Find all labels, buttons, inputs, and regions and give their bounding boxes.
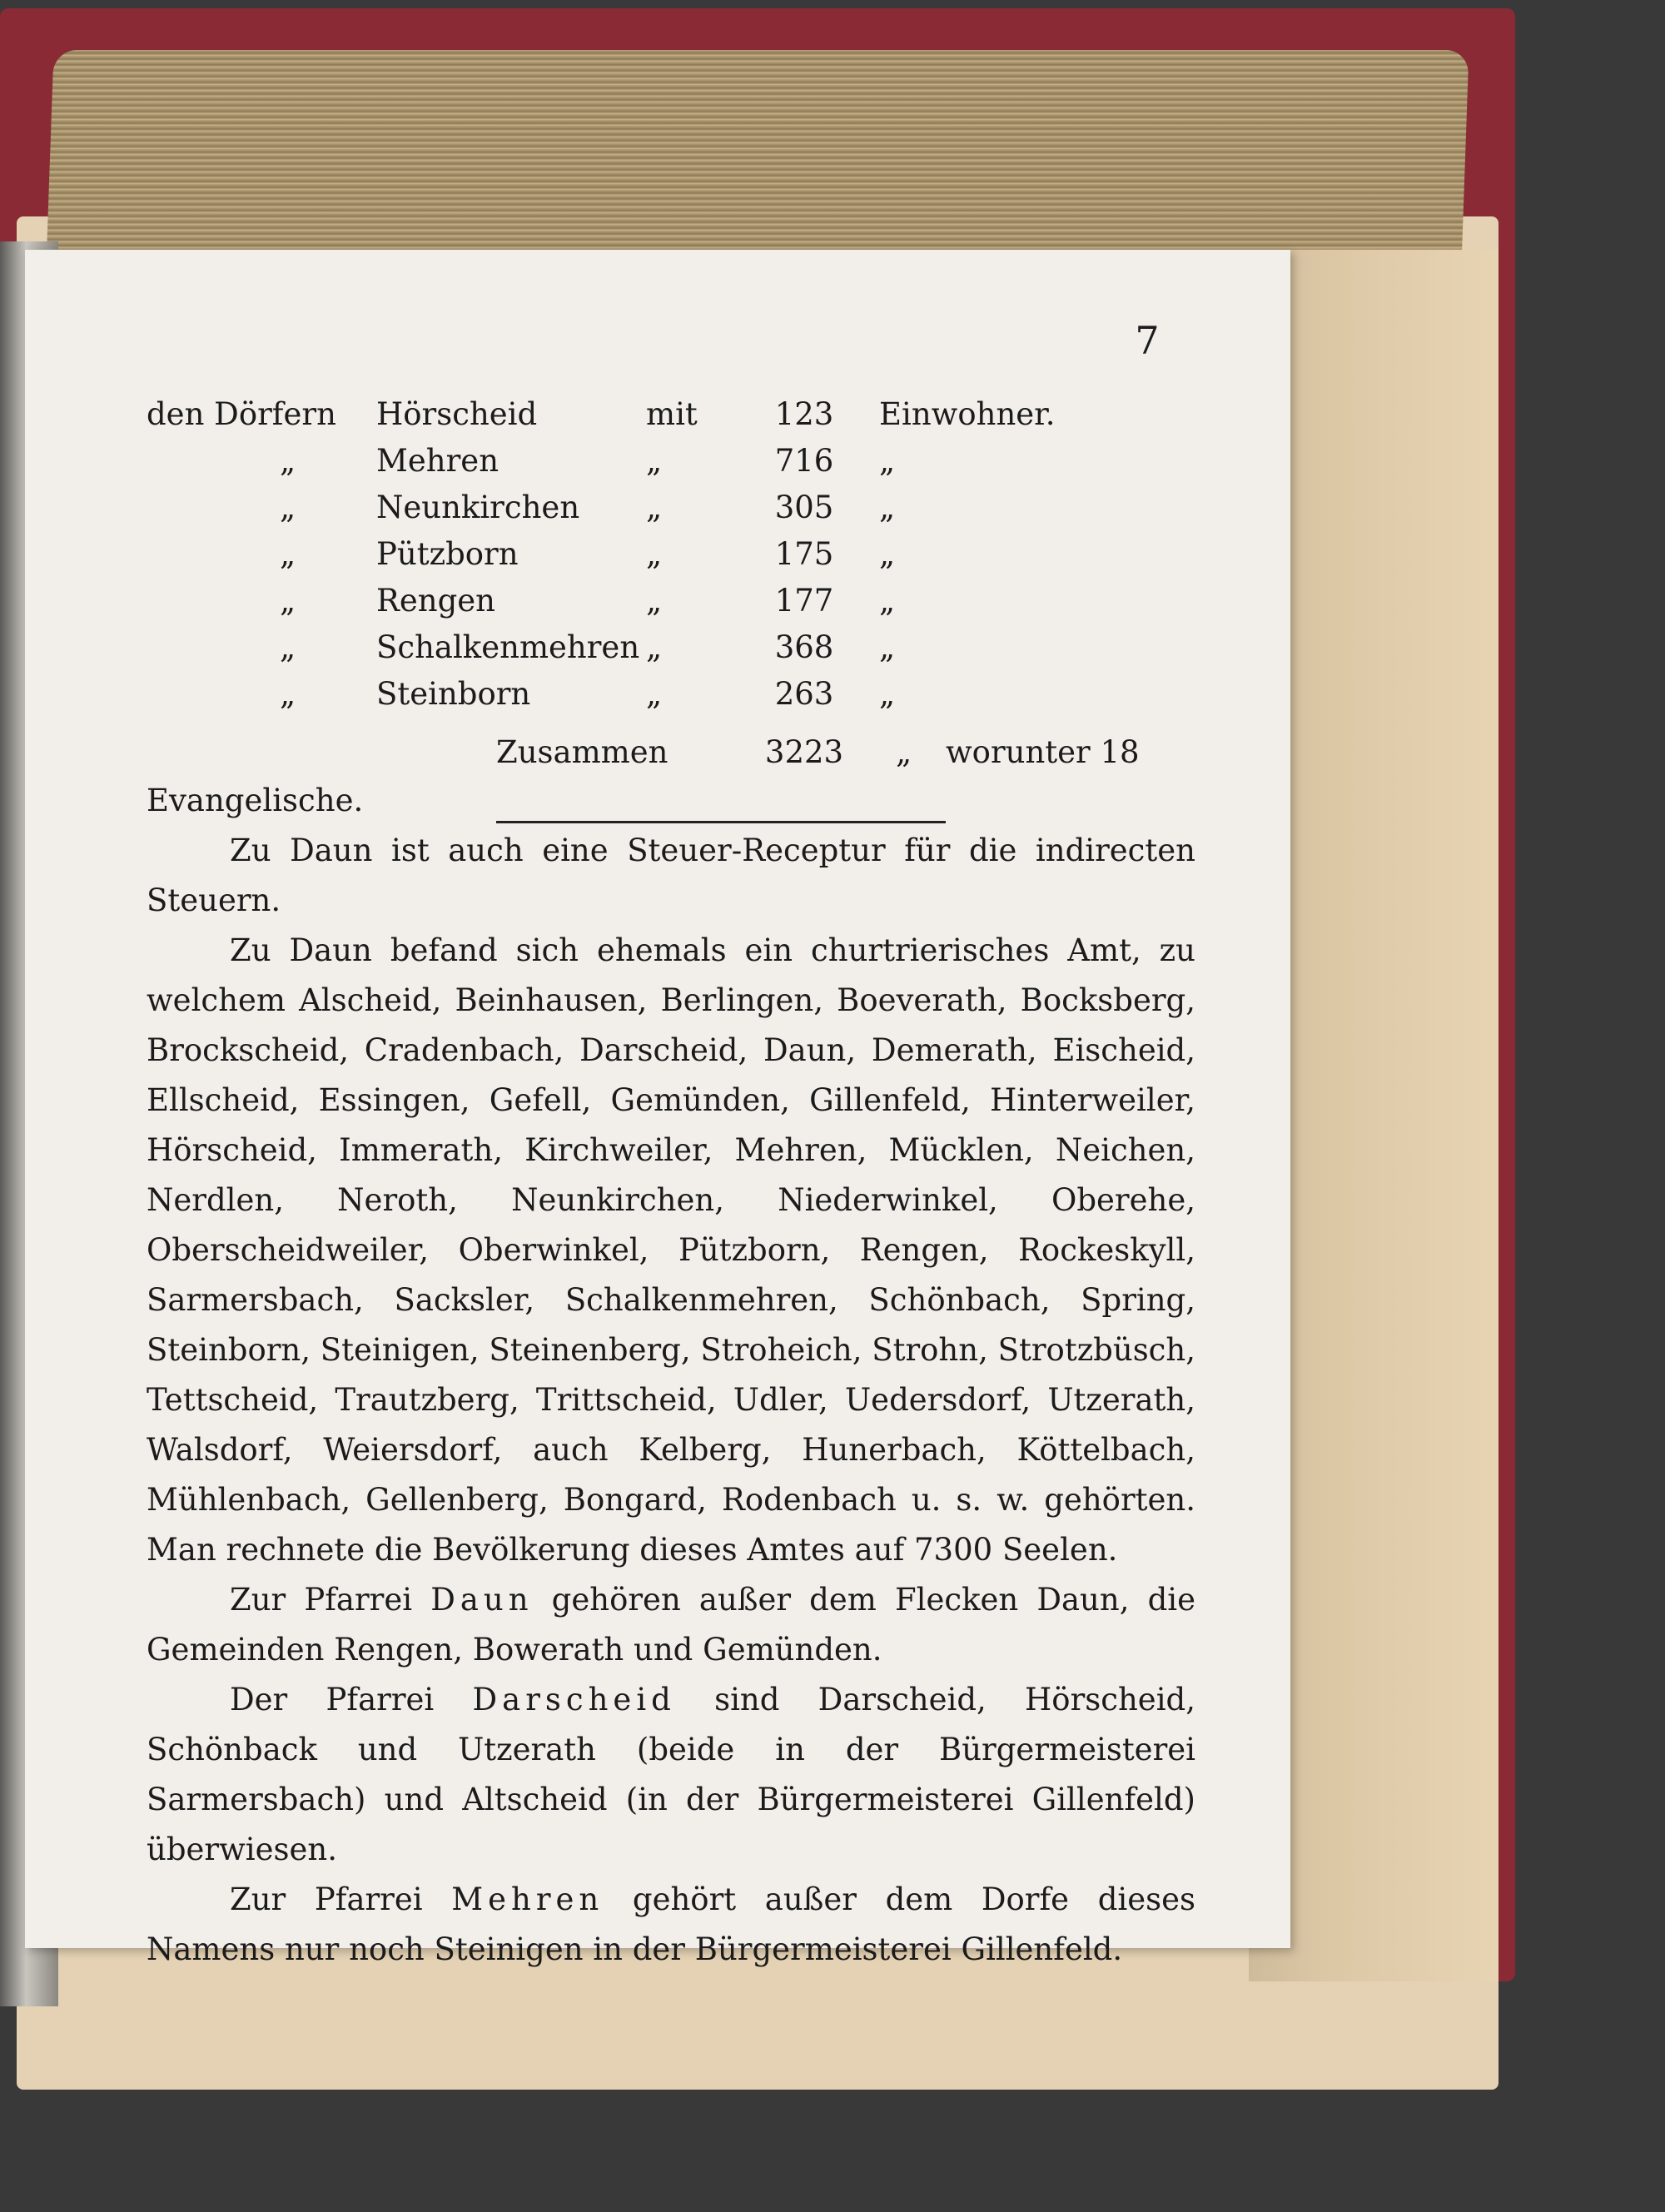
- table-row: [147, 624, 1195, 671]
- village-name: Pützborn: [376, 536, 519, 572]
- ditto-mark: „: [280, 676, 296, 712]
- inhabitant-count: 368: [774, 629, 834, 665]
- ditto-mark: „: [879, 490, 896, 525]
- village-name: Mehren: [376, 443, 500, 479]
- ditto-mark: „: [646, 583, 663, 619]
- paragraph: Zu Daun befand sich ehemals ein churtrierisches Amt, zu welchem Alscheid, Beinhausen, Berlingen, Boeverath, Bocksberg, Brockscheid, Cradenbach, Darscheid, Daun, Demerath, Eischeid, Ellscheid, Essingen, Gefell, Gemünden, Gillenfeld, Hinterweiler, Hörscheid, Immerath, Kirchweiler, Mehren, Mücklen, Neichen, Nerdlen, Neroth, Neunkirchen, Niederwinkel, Oberehe, Oberscheidweiler, Oberwinkel, Pützborn, Rengen, Rockeskyll, Sarmersbach, Sacksler, Schalkenmehren, Schönbach, Spring, Steinborn, Steinigen, Steinenberg, Stroheich, Strohn, Strotzbüsch, Tettscheid, Trautzberg, Trittscheid, Udler, Uedersdorf, Utzerath, Walsdorf, Weiersdorf, auch Kelberg, Hunerbach, Köttelbach, Mühlenbach, Gellenberg, Bongard, Rodenbach u. s. w. gehörten. Man rechnete die Bevölkerung dieses Amtes auf 7300 Seelen.: [147, 932, 1195, 1568]
- inhabitant-count: 716: [774, 443, 834, 479]
- ditto-mark: „: [879, 676, 896, 712]
- parish-name: Mehren: [451, 1881, 604, 1917]
- total-label: Zusammen: [496, 734, 668, 770]
- ditto-mark: „: [896, 734, 912, 770]
- total-count: 3223: [764, 734, 844, 770]
- table-row: [147, 671, 1195, 718]
- row-word: mit: [646, 396, 698, 432]
- table-row: [147, 578, 1195, 624]
- ditto-mark: „: [280, 443, 296, 479]
- ditto-mark: „: [280, 536, 296, 572]
- ditto-mark: „: [879, 536, 896, 572]
- ditto-mark: „: [646, 536, 663, 572]
- paragraph: Evangelische.: [147, 783, 364, 818]
- inhabitant-count: 123: [774, 396, 834, 432]
- ditto-mark: „: [280, 490, 296, 525]
- row-unit: Einwohner.: [879, 396, 1056, 432]
- ditto-mark: „: [646, 443, 663, 479]
- village-name: Hörscheid: [376, 396, 538, 432]
- inhabitant-count: 263: [774, 676, 834, 712]
- inhabitant-count: 305: [774, 490, 834, 525]
- row-prefix: den Dörfern: [147, 396, 336, 432]
- ditto-mark: „: [280, 629, 296, 665]
- paragraph-text: gehören außer dem Flecken Daun, die Gemeinden Rengen, Bowerath und Gemünden.: [147, 1582, 1195, 1668]
- ditto-mark: „: [646, 490, 663, 525]
- inhabitant-count: 177: [774, 583, 834, 619]
- book-page: [25, 250, 1290, 1967]
- village-name: Steinborn: [376, 676, 531, 712]
- ditto-mark: „: [280, 583, 296, 619]
- parish-name: Daun: [430, 1582, 534, 1618]
- paragraph-text: Zur Pfarrei: [230, 1881, 452, 1917]
- table-row: [147, 485, 1195, 531]
- paragraph: [147, 1575, 1195, 1675]
- paragraph-text: gehört außer dem Dorfe dieses Namens nur noch Steinigen in der Bürgermeisterei Gillenfeld.: [147, 1881, 1195, 1967]
- paragraph-text: sind Darscheid, Hörscheid, Schönback und Utzerath (beide in der Bürgermeisterei Sarmersbach) und Altscheid (in der Bürgermeisterei Gillenfeld) überwiesen.: [147, 1682, 1195, 1867]
- village-name: Rengen: [376, 583, 495, 619]
- paragraph: [147, 1675, 1195, 1875]
- body-text: [147, 776, 1195, 1975]
- paragraph-text: Der Pfarrei: [230, 1682, 473, 1717]
- parish-name: Darscheid: [472, 1682, 676, 1717]
- inhabitant-count: 175: [774, 536, 834, 572]
- table-row: [147, 391, 1195, 438]
- paragraph: [147, 1875, 1195, 1975]
- table-row: [147, 438, 1195, 485]
- paragraph: Zu Daun ist auch eine Steuer-Receptur für die indirecten Steuern.: [147, 833, 1195, 918]
- page-number: 7: [1135, 318, 1160, 363]
- ditto-mark: „: [879, 443, 896, 479]
- page-block-top-edge: [46, 50, 1469, 266]
- ditto-mark: „: [879, 629, 896, 665]
- ditto-mark: „: [879, 583, 896, 619]
- ditto-mark: „: [646, 629, 663, 665]
- table-row: [147, 531, 1195, 578]
- village-name: Neunkirchen: [376, 490, 580, 525]
- village-name: Schalkenmehren: [376, 629, 640, 665]
- total-rest: worunter 18: [946, 734, 1140, 770]
- total-row: [147, 729, 1195, 776]
- paragraph-text: Zur Pfarrei: [230, 1582, 431, 1618]
- ditto-mark: „: [646, 676, 663, 712]
